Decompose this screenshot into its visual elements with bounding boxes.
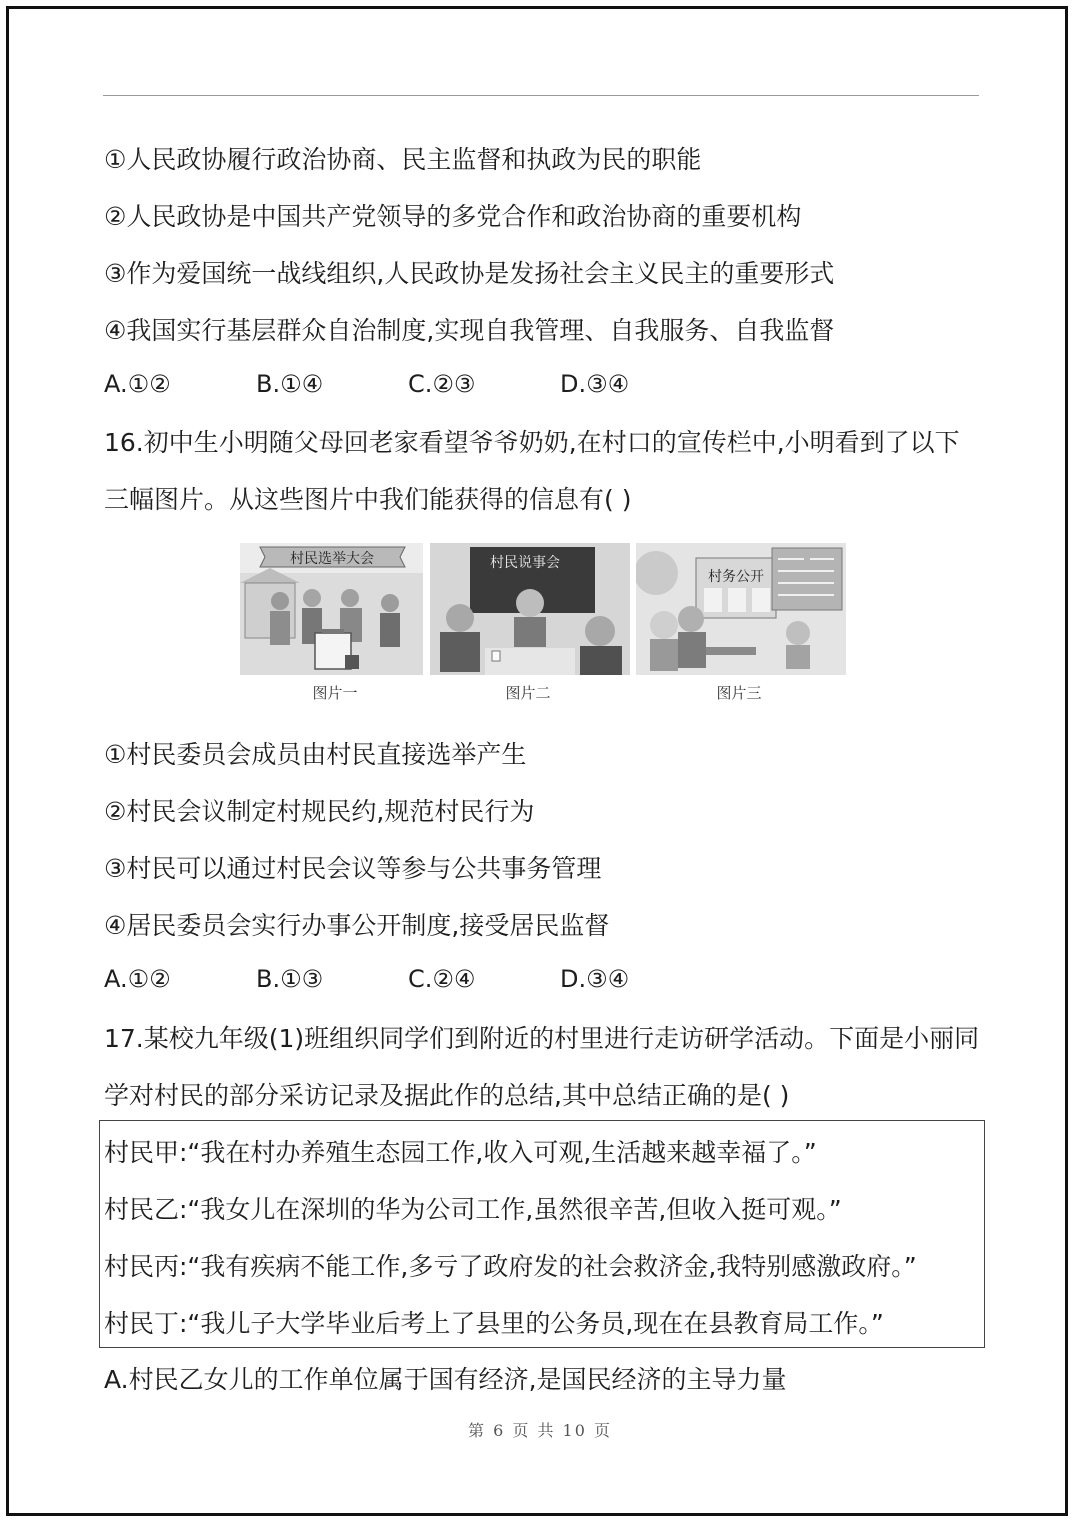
q16-statement-1: ①村民委员会成员由村民直接选举产生: [104, 740, 527, 769]
q15-statement-2: ②人民政协是中国共产党领导的多党合作和政治协商的重要机构: [104, 202, 802, 231]
q16-stem-line2: 三幅图片。从这些图片中我们能获得的信息有( ): [104, 485, 632, 514]
picture-2-caption: 图片二: [505, 684, 551, 702]
q15-option-a[interactable]: A.①②: [104, 370, 171, 398]
village-affairs-disclosure-illustration: [636, 543, 846, 675]
q16-option-c[interactable]: C.②④: [408, 965, 476, 993]
picture-1: [240, 543, 423, 675]
q17-quote-4: 村民丁:“我儿子大学毕业后考上了县里的公务员,现在在县教育局工作。”: [104, 1309, 884, 1338]
q15-statement-4: ④我国实行基层群众自治制度,实现自我管理、自我服务、自我监督: [104, 316, 835, 345]
q17-quote-1: 村民甲:“我在村办养殖生态园工作,收入可观,生活越来越幸福了。”: [104, 1138, 817, 1167]
q16-stem-line1: 16.初中生小明随父母回老家看望爷爷奶奶,在村口的宣传栏中,小明看到了以下: [104, 428, 960, 457]
village-election-illustration: [240, 543, 423, 675]
q15-option-c[interactable]: C.②③: [408, 370, 476, 398]
q17-option-a[interactable]: A.村民乙女儿的工作单位属于国有经济,是国民经济的主导力量: [104, 1365, 787, 1394]
page-number-footer: 第 6 页 共 10 页: [468, 1421, 612, 1440]
picture-3-banner: 村务公开: [708, 569, 764, 585]
q16-option-a[interactable]: A.①②: [104, 965, 171, 993]
q16-statement-4: ④居民委员会实行办事公开制度,接受居民监督: [104, 911, 610, 940]
picture-2: [430, 543, 630, 675]
q15-option-b[interactable]: B.①④: [256, 370, 324, 398]
q16-option-d[interactable]: D.③④: [560, 965, 630, 993]
picture-3: [636, 543, 846, 675]
q15-options: [104, 369, 712, 399]
picture-2-banner: 村民说事会: [490, 555, 560, 571]
q17-stem-line1: 17.某校九年级(1)班组织同学们到附近的村里进行走访研学活动。下面是小丽同: [104, 1024, 980, 1053]
header-rule: [103, 95, 979, 96]
q17-quote-3: 村民丙:“我有疾病不能工作,多亏了政府发的社会救济金,我特别感激政府。”: [104, 1252, 917, 1281]
q15-statement-3: ③作为爱国统一战线组织,人民政协是发扬社会主义民主的重要形式: [104, 259, 835, 288]
q17-stem-line2: 学对村民的部分采访记录及据此作的总结,其中总结正确的是( ): [104, 1081, 790, 1110]
picture-3-caption: 图片三: [716, 684, 762, 702]
q15-statement-1: ①人民政协履行政治协商、民主监督和执政为民的职能: [104, 145, 702, 174]
village-discussion-illustration: [430, 543, 630, 675]
q16-options: [104, 964, 712, 994]
picture-1-banner: 村民选举大会: [290, 551, 374, 567]
q16-statement-2: ②村民会议制定村规民约,规范村民行为: [104, 797, 535, 826]
picture-1-caption: 图片一: [312, 684, 358, 702]
q15-option-d[interactable]: D.③④: [560, 370, 630, 398]
q16-option-b[interactable]: B.①③: [256, 965, 324, 993]
q17-quote-2: 村民乙:“我女儿在深圳的华为公司工作,虽然很辛苦,但收入挺可观。”: [104, 1195, 842, 1224]
q16-statement-3: ③村民可以通过村民会议等参与公共事务管理: [104, 854, 602, 883]
